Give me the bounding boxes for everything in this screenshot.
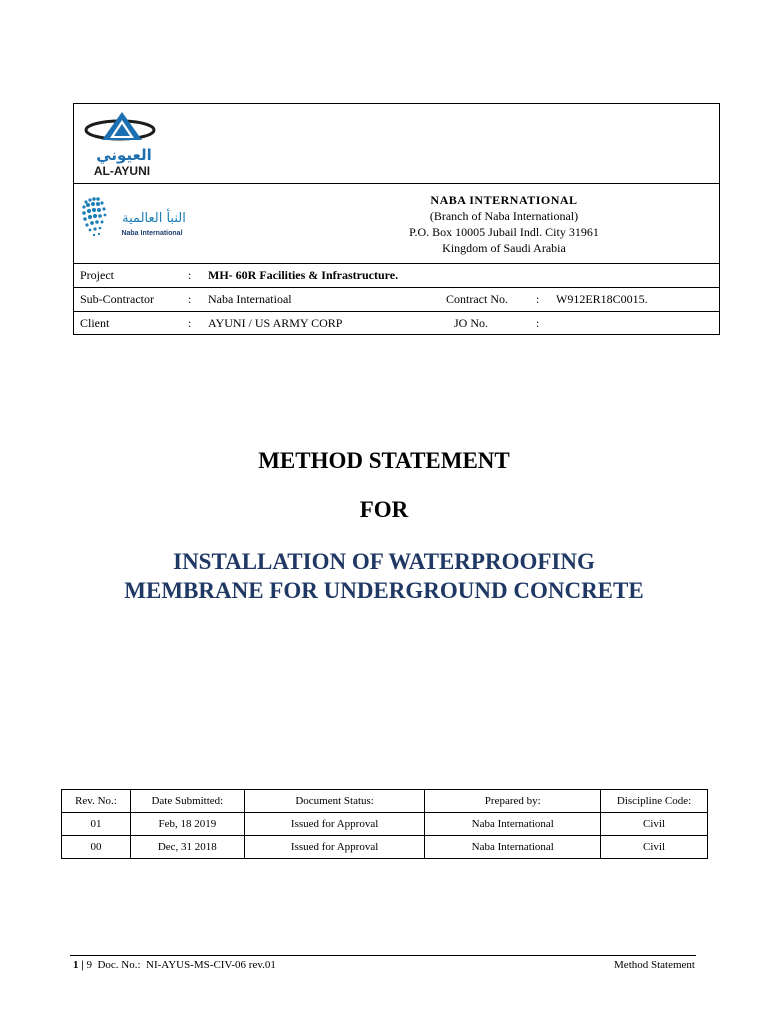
contract-value: W912ER18C0015. bbox=[556, 292, 648, 306]
document-subject bbox=[0, 547, 768, 605]
al-ayuni-logo bbox=[84, 110, 164, 178]
footer-document-type: Method Statement bbox=[614, 959, 695, 971]
header-cell: Document Status: bbox=[244, 790, 425, 813]
document-title-for: FOR bbox=[359, 497, 409, 522]
footer-left bbox=[73, 959, 276, 971]
table-cell: Issued for Approval bbox=[244, 813, 425, 836]
table-cell: Civil bbox=[601, 836, 708, 859]
subject-line-1: INSTALLATION OF WATERPROOFING bbox=[173, 549, 595, 574]
jo-label: JO No. bbox=[454, 316, 489, 330]
project-row bbox=[74, 264, 719, 288]
project-colon: : bbox=[188, 268, 192, 282]
company-row bbox=[74, 184, 719, 264]
table-cell: Feb, 18 2019 bbox=[130, 813, 244, 836]
table-row bbox=[62, 836, 708, 859]
company-branch: (Branch of Naba International) bbox=[429, 209, 579, 223]
page-separator: | bbox=[78, 959, 87, 971]
document-header bbox=[73, 103, 720, 335]
document-title: METHOD STATEMENT bbox=[258, 448, 510, 473]
project-value: MH- 60R Facilities & Infrastructure. bbox=[208, 268, 399, 282]
ayuni-logo-row bbox=[74, 104, 719, 184]
doc-number-label: Doc. No.: bbox=[97, 959, 141, 971]
header-cell: Rev. No.: bbox=[62, 790, 131, 813]
table-cell: Dec, 31 2018 bbox=[130, 836, 244, 859]
revision-table bbox=[61, 789, 708, 859]
footer-divider bbox=[70, 955, 696, 956]
project-label: Project bbox=[80, 268, 114, 282]
ayuni-logo-text: AL-AYUNI bbox=[93, 164, 151, 178]
page-number: 1 bbox=[73, 959, 79, 971]
ayuni-arabic-text: العيوني bbox=[96, 146, 152, 164]
header-cell: Discipline Code: bbox=[601, 790, 708, 813]
subcontractor-colon: : bbox=[188, 292, 192, 306]
company-address-block bbox=[374, 192, 634, 256]
company-name: NABA INTERNATIONAL bbox=[430, 193, 578, 207]
page-total: 9 bbox=[86, 959, 92, 971]
client-value: AYUNI / US ARMY CORP bbox=[208, 316, 343, 330]
doc-number: NI-AYUS-MS-CIV-06 rev.01 bbox=[146, 959, 276, 971]
table-cell: Naba International bbox=[425, 813, 601, 836]
table-header-row bbox=[62, 790, 708, 813]
subcontractor-label: Sub-Contractor bbox=[80, 292, 154, 306]
table-cell: 01 bbox=[62, 813, 131, 836]
header-cell: Prepared by: bbox=[425, 790, 601, 813]
subcontractor-row bbox=[74, 288, 719, 312]
table-cell: 00 bbox=[62, 836, 131, 859]
naba-international-logo bbox=[80, 192, 190, 248]
client-label: Client bbox=[80, 316, 110, 330]
table-row bbox=[62, 813, 708, 836]
subcontractor-value: Naba Internatioal bbox=[208, 292, 292, 306]
client-row bbox=[74, 312, 719, 336]
client-colon: : bbox=[188, 316, 192, 330]
table-cell: Civil bbox=[601, 813, 708, 836]
table-cell: Naba International bbox=[425, 836, 601, 859]
naba-logo-text: Naba International bbox=[121, 230, 183, 237]
table-cell: Issued for Approval bbox=[244, 836, 425, 859]
subject-line-2: MEMBRANE FOR UNDERGROUND CONCRETE bbox=[124, 578, 644, 603]
contract-colon: : bbox=[536, 292, 540, 306]
jo-colon: : bbox=[536, 316, 540, 330]
naba-arabic-text: النبأ العالمية bbox=[122, 211, 186, 226]
header-cell: Date Submitted: bbox=[130, 790, 244, 813]
company-country: Kingdom of Saudi Arabia bbox=[442, 241, 566, 255]
company-address: P.O. Box 10005 Jubail Indl. City 31961 bbox=[409, 225, 599, 239]
contract-label: Contract No. bbox=[446, 292, 508, 306]
